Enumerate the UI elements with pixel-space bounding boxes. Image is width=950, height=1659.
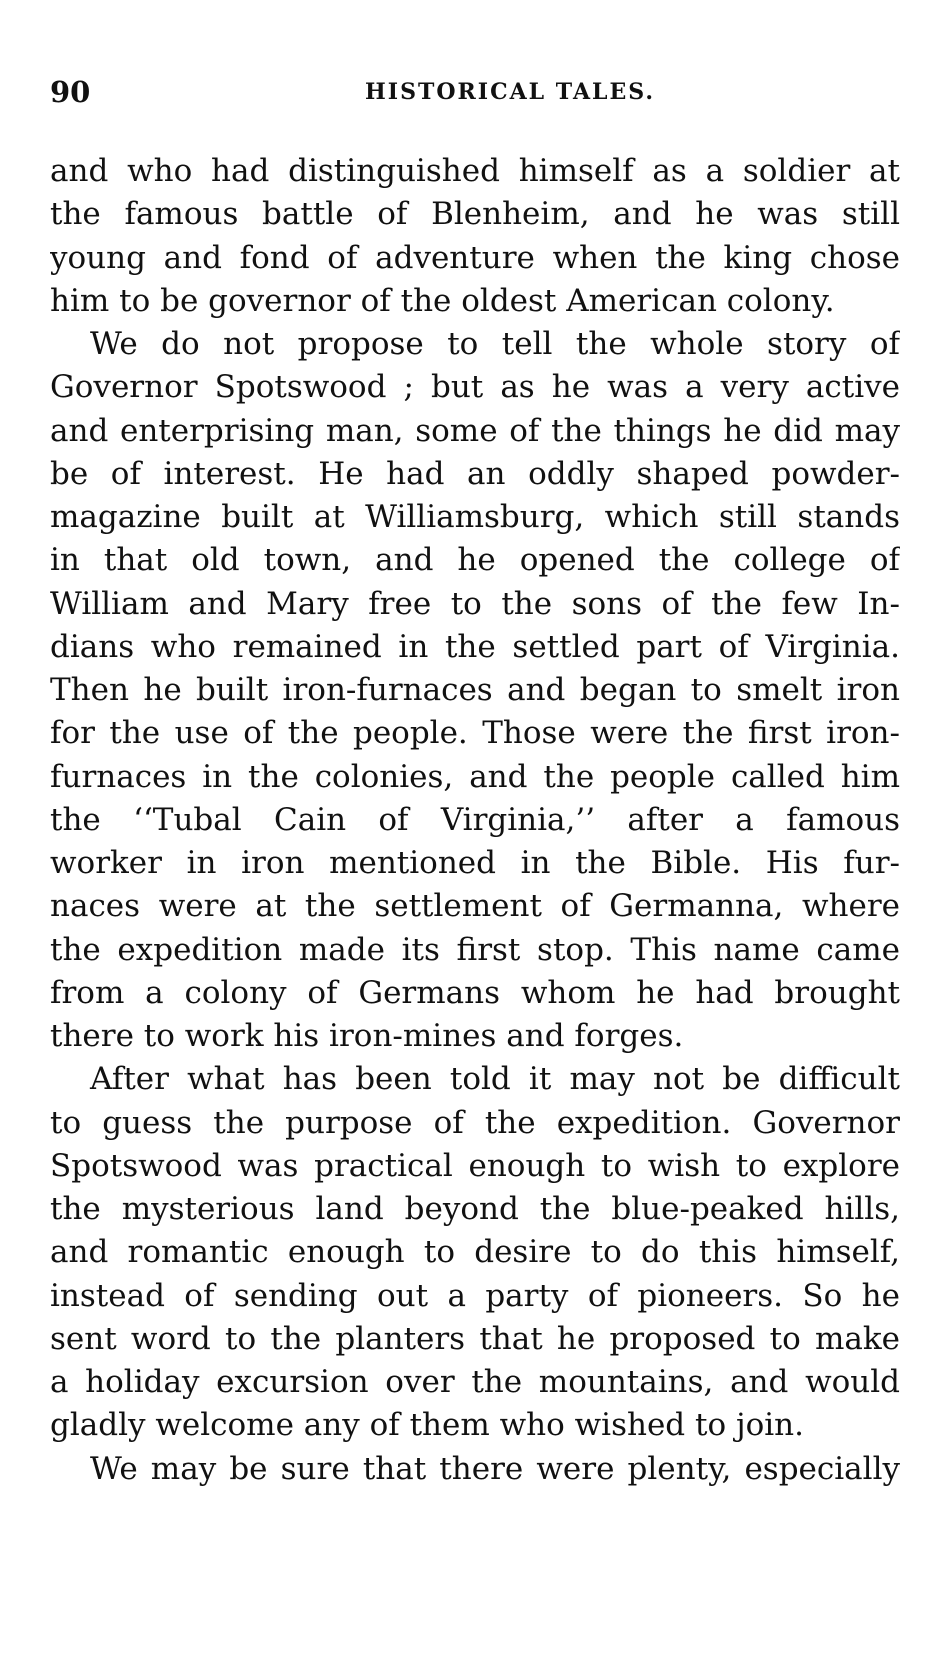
running-head xyxy=(50,72,900,122)
text-line: Then he built iron-furnaces and began to smelt iron xyxy=(50,672,900,708)
text-line: from a colony of Germans whom he had brought xyxy=(50,974,900,1011)
text-line: Spotswood was practical enough to wish to explore xyxy=(50,1147,900,1184)
text-line: gladly welcome any of them who wished to join. xyxy=(50,1407,804,1444)
paragraph-1 xyxy=(50,150,900,323)
paragraph-2 xyxy=(50,323,900,1058)
text-line: him to be governor of the oldest American colony. xyxy=(50,282,835,319)
text-line: the mysterious land beyond the blue-peaked hills, xyxy=(50,1191,900,1227)
text-line: naces were at the settlement of Germanna, where xyxy=(50,888,900,925)
text-line: the ‘‘Tubal Cain of Virginia,’’ after a famous xyxy=(50,801,900,838)
text-line: instead of sending out a party of pioneers. So he xyxy=(50,1277,900,1314)
text-line: After what has been told it may not be difficult xyxy=(90,1061,900,1098)
text-line: magazine built at Williamsburg, which still stands xyxy=(50,499,900,535)
text-line: We do not propose to tell the whole story of xyxy=(90,326,900,362)
text-line: and who had distinguished himself as a soldier at xyxy=(50,153,900,189)
text-line: We may be sure that there were plenty, especially xyxy=(90,1450,900,1487)
text-line: William and Mary free to the sons of the few In- xyxy=(50,585,900,622)
book-page xyxy=(50,72,900,1491)
running-title: HISTORICAL TALES. xyxy=(365,79,656,105)
text-line: there to work his iron-mines and forges. xyxy=(50,1018,684,1054)
paragraph-4 xyxy=(50,1448,900,1491)
text-line: and enterprising man, some of the things he did may xyxy=(50,412,900,449)
text-line: and romantic enough to desire to do this himself, xyxy=(50,1234,900,1271)
text-line: worker in iron mentioned in the Bible. His fur- xyxy=(50,845,900,881)
text-line: in that old town, and he opened the college of xyxy=(50,542,900,579)
text-line: be of interest. He had an oddly shaped powder- xyxy=(50,455,900,492)
text-line: furnaces in the colonies, and the people called him xyxy=(50,758,900,795)
text-line: for the use of the people. Those were the first iron- xyxy=(50,715,900,752)
paragraph-3 xyxy=(50,1058,900,1447)
page-number: 90 xyxy=(50,75,91,109)
text-line: the expedition made its first stop. This name came xyxy=(50,931,900,968)
text-line: to guess the purpose of the expedition. Governor xyxy=(50,1104,900,1141)
text-line: young and fond of adventure when the king chose xyxy=(50,239,900,276)
text-line: sent word to the planters that he proposed to make xyxy=(50,1320,900,1357)
text-line: dians who remained in the settled part of Virginia. xyxy=(50,628,900,665)
text-line: the famous battle of Blenheim, and he was still xyxy=(50,196,900,233)
text-line: Governor Spotswood ; but as he was a very active xyxy=(50,369,900,406)
text-line: a holiday excursion over the mountains, and would xyxy=(50,1364,900,1400)
